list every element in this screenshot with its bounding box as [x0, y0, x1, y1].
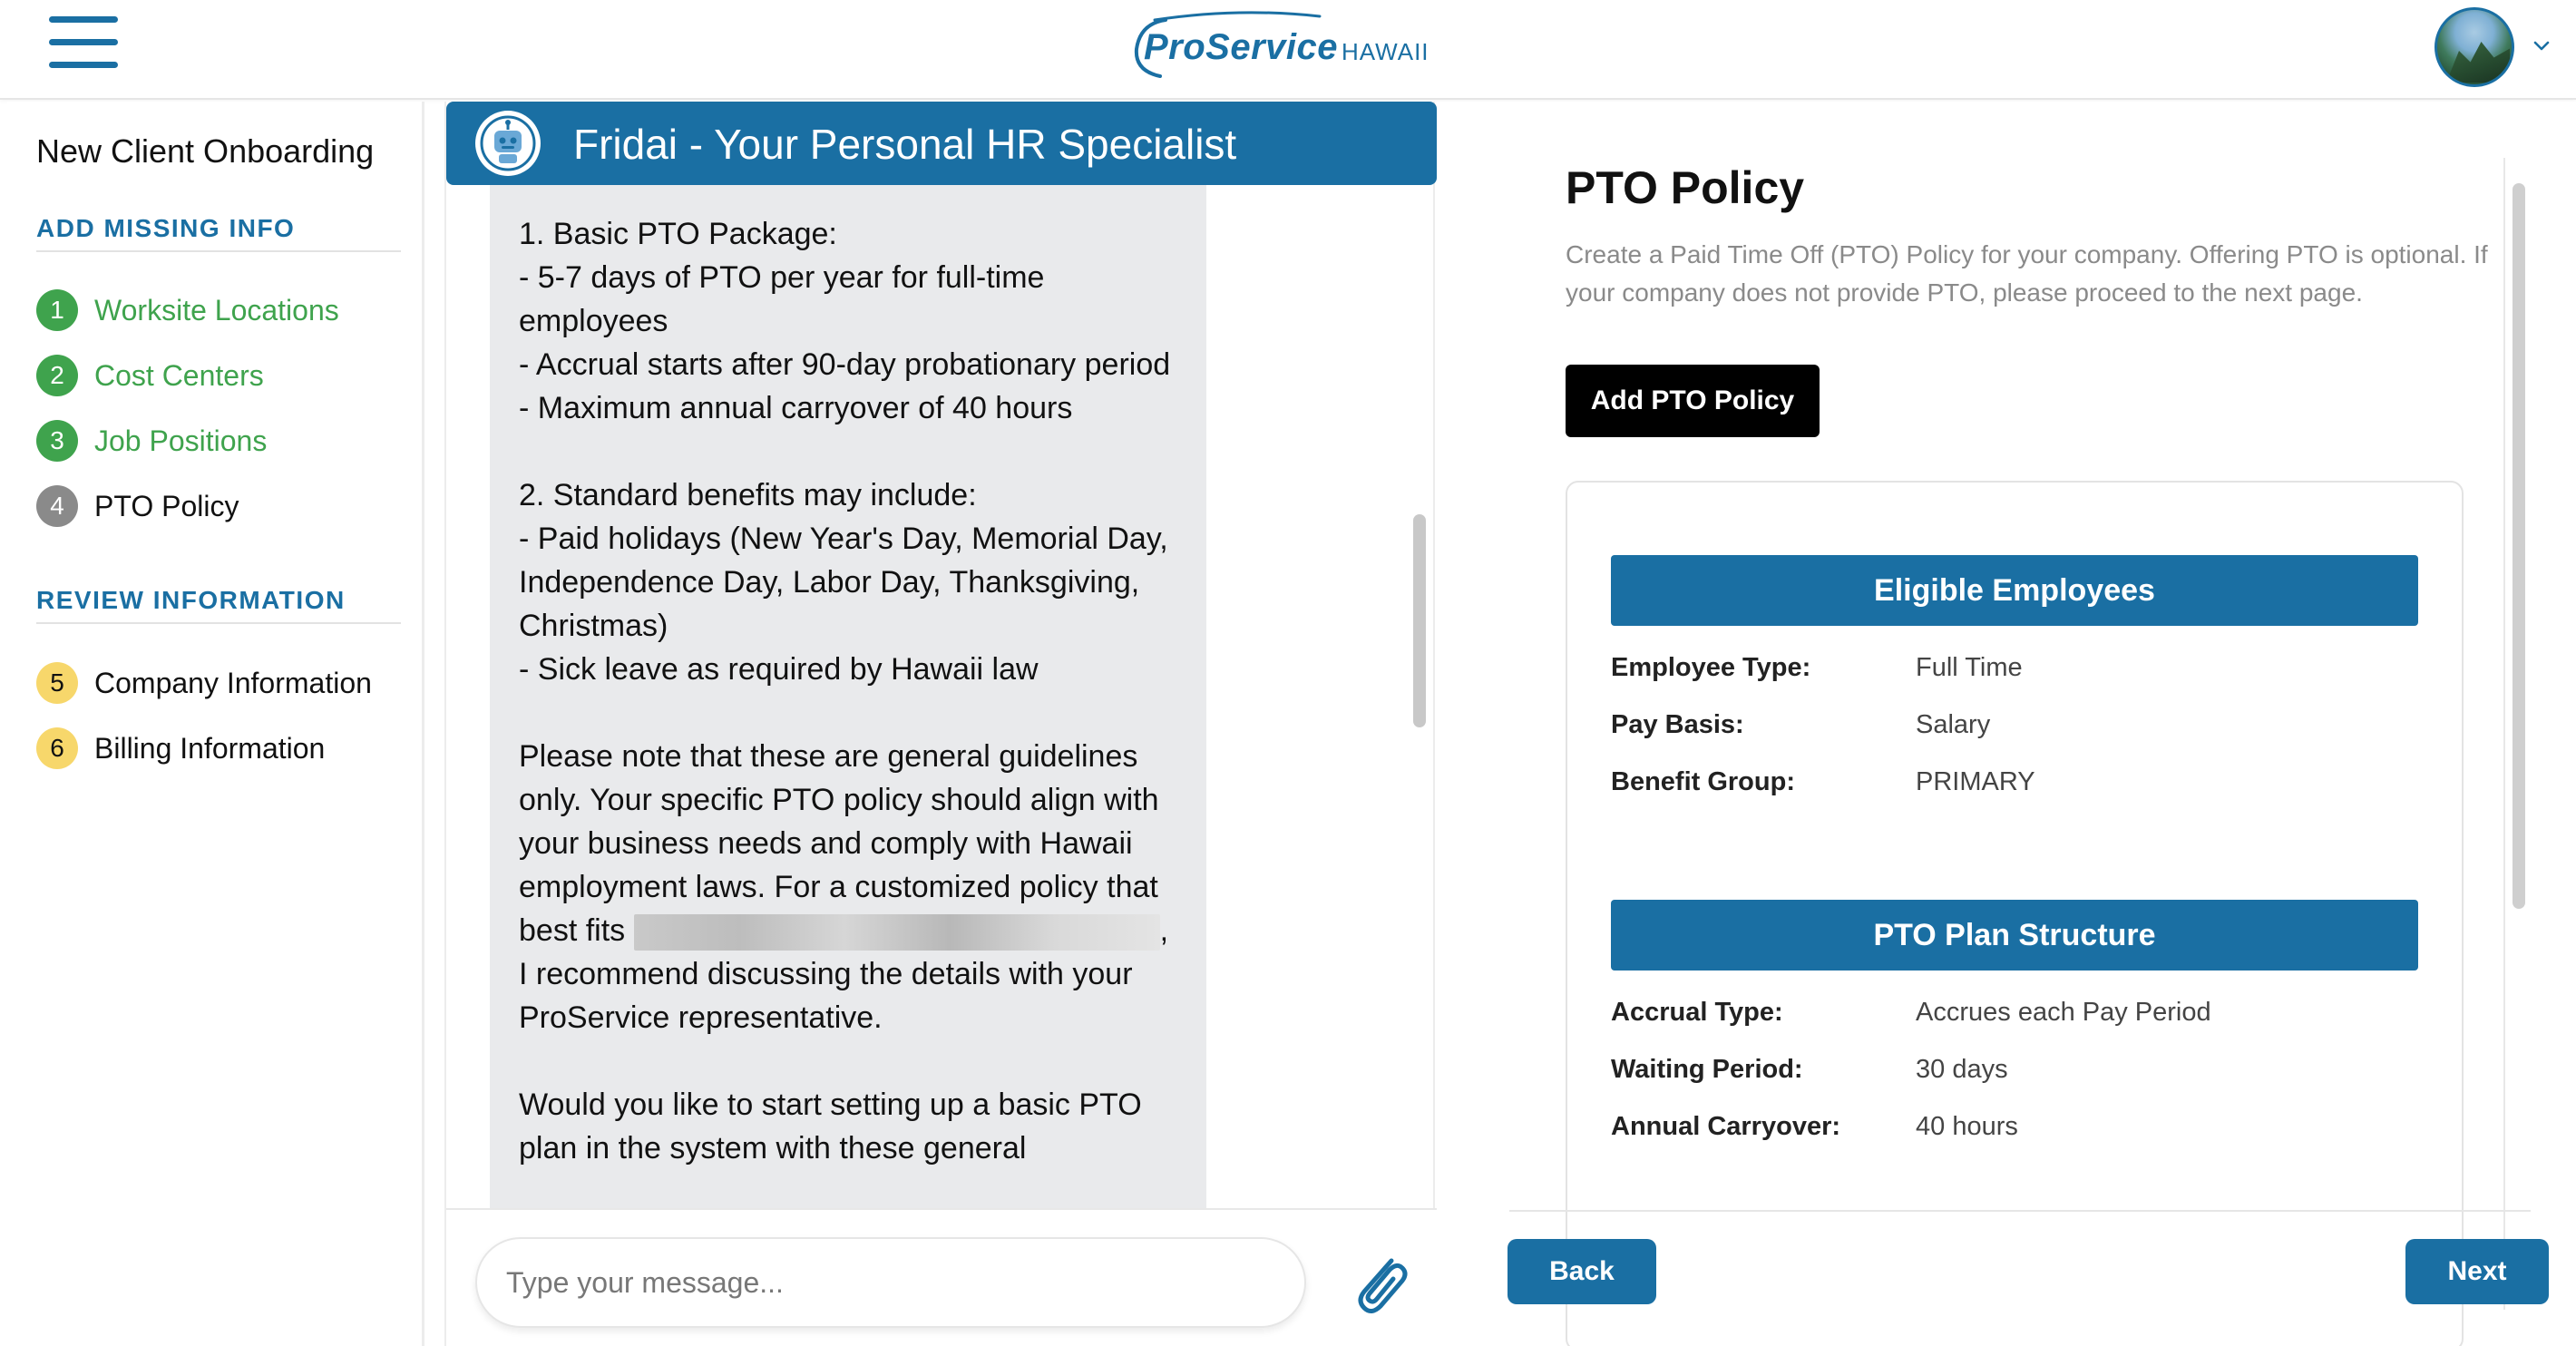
message-line: - 5-7 days of PTO per year for full-time employees [519, 260, 1053, 338]
sidebar-item-label: Job Positions [94, 424, 268, 457]
message-line [519, 691, 1177, 735]
step-number: 3 [36, 420, 78, 462]
assistant-message-bubble [490, 185, 1206, 1210]
robot-icon [475, 111, 541, 176]
section-heading-review-information: REVIEW INFORMATION [36, 586, 401, 624]
section-heading-add-missing-info: ADD MISSING INFO [36, 214, 401, 252]
step-number: 2 [36, 355, 78, 396]
pto-plan-structure-header: PTO Plan Structure [1611, 900, 2418, 970]
pto-policy-card [1566, 481, 2464, 1346]
sidebar-item-pto-policy[interactable] [36, 484, 239, 528]
field-value: 30 days [1916, 1055, 2008, 1084]
message-paragraph [519, 735, 1177, 1039]
add-pto-policy-button[interactable]: Add PTO Policy [1566, 365, 1820, 437]
redacted-company-name [634, 914, 1160, 951]
field-value: PRIMARY [1916, 767, 2035, 796]
field-label: Waiting Period: [1611, 1055, 1803, 1084]
hamburger-menu-icon[interactable] [49, 13, 118, 71]
sidebar-item-label: Worksite Locations [94, 293, 339, 327]
message-line: , I recommend discussing the details with your ProService representative. [519, 913, 1177, 1035]
message-line: Would you like to start setting up a basic PTO plan in the system with these general [519, 1088, 1151, 1166]
sidebar-item-job-positions[interactable] [36, 419, 267, 463]
next-button[interactable]: Next [2405, 1239, 2549, 1304]
paperclip-icon[interactable] [1346, 1248, 1411, 1321]
chat-title: Fridai - Your Personal HR Specialist [573, 121, 1237, 168]
logo-subtext: HAWAII [1342, 38, 1429, 65]
sidebar-item-label: Cost Centers [94, 358, 264, 392]
logo-text: ProService [1144, 27, 1339, 67]
field-value: Salary [1916, 710, 1991, 739]
sidebar-item-billing-information[interactable] [36, 727, 325, 770]
chevron-down-icon[interactable] [2531, 34, 2552, 56]
chat-scrollbar[interactable] [1413, 514, 1426, 727]
step-number: 5 [36, 662, 78, 704]
step-number: 1 [36, 289, 78, 331]
sidebar-item-label: Billing Information [94, 731, 326, 765]
message-line: Please note that these are general guidelines only. Your specific PTO policy should align with your business needs and comply with Hawaii employment laws. For a customized policy that best fits [519, 739, 1168, 948]
form-scrollbar[interactable] [2513, 183, 2525, 909]
message-line: 2. Standard benefits may include: [519, 478, 977, 512]
message-line: - Maximum annual carryover of 40 hours [519, 391, 1073, 425]
page-description: Create a Paid Time Off (PTO) Policy for your company. Offering PTO is optional. If your company does not provide PTO, please proceed to the next page. [1566, 240, 2488, 307]
form-footer-divider [1509, 1210, 2531, 1212]
field-label: Annual Carryover: [1611, 1112, 1841, 1141]
sidebar-item-company-information[interactable] [36, 661, 372, 705]
message-line: - Sick leave as required by Hawaii law [519, 652, 1039, 687]
field-value: Accrues each Pay Period [1916, 998, 2211, 1027]
sidebar-item-worksite-locations[interactable] [36, 288, 339, 332]
message-line [519, 1039, 1177, 1083]
field-label: Benefit Group: [1611, 767, 1795, 796]
top-header [0, 0, 2576, 100]
onboarding-sidebar [7, 102, 424, 1346]
chat-header [446, 102, 1437, 185]
message-line: - Paid holidays (New Year's Day, Memorial Day, Independence Day, Labor Day, Thanksgiving, Christmas) [519, 522, 1177, 643]
message-input[interactable] [475, 1237, 1306, 1328]
sidebar-title: New Client Onboarding [36, 132, 375, 170]
sidebar-item-label: PTO Policy [94, 489, 239, 522]
message-line: 1. Basic PTO Package: [519, 217, 837, 251]
sidebar-item-cost-centers[interactable] [36, 354, 264, 397]
message-line [519, 430, 1177, 473]
field-value: 40 hours [1916, 1112, 2018, 1141]
step-number: 6 [36, 727, 78, 769]
field-label: Employee Type: [1611, 653, 1811, 682]
field-value: Full Time [1916, 653, 2023, 682]
message-line: - Accrual starts after 90-day probationary period [519, 347, 1171, 382]
form-scroll-track [2503, 158, 2505, 1310]
proservice-logo[interactable] [1129, 4, 1447, 85]
chat-panel [444, 102, 1435, 1346]
user-avatar[interactable] [2435, 7, 2514, 87]
page-title: PTO Policy [1566, 162, 1805, 213]
pto-policy-form [1437, 102, 2576, 1346]
step-number: 4 [36, 485, 78, 527]
field-label: Accrual Type: [1611, 998, 1783, 1027]
back-button[interactable]: Back [1508, 1239, 1656, 1304]
chat-input-bar [446, 1208, 1437, 1346]
sidebar-item-label: Company Information [94, 666, 372, 699]
eligible-employees-header: Eligible Employees [1611, 555, 2418, 626]
field-label: Pay Basis: [1611, 710, 1744, 739]
